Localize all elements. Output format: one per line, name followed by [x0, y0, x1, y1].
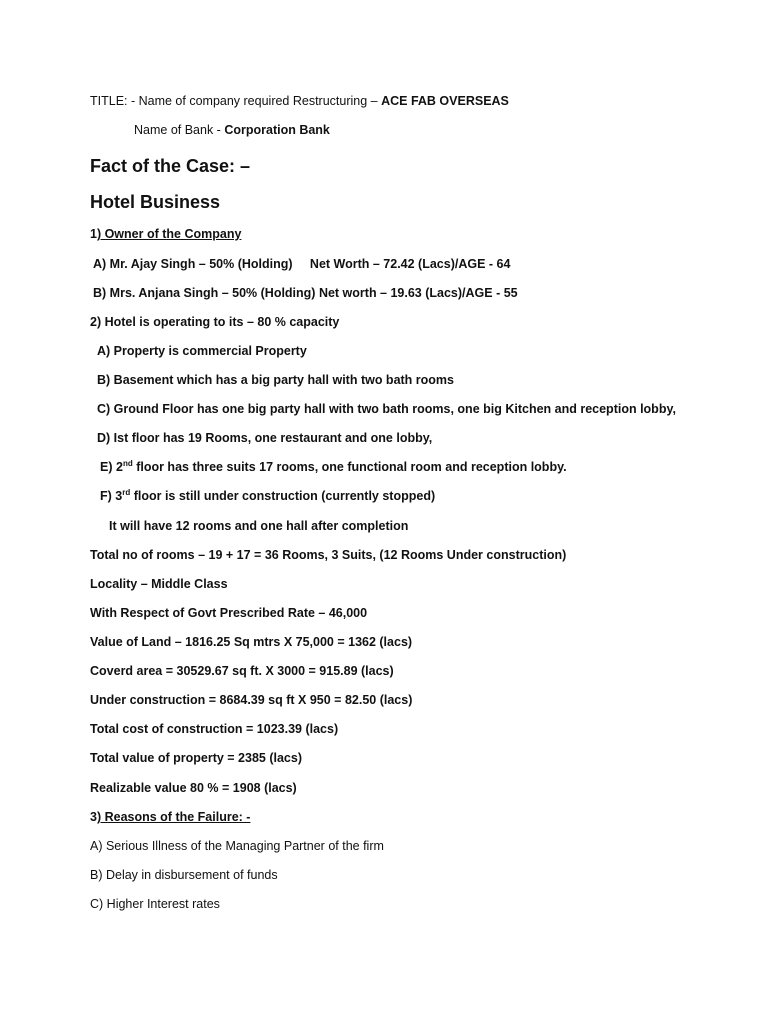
fact-covered-area: Coverd area = 30529.67 sq ft. X 3000 = 915.89 (lacs) — [90, 664, 394, 678]
section-failure-label: ) Reasons of the Failure: - — [96, 810, 251, 824]
section-owner-title — [90, 226, 241, 242]
section-hotel-title: 2) Hotel is operating to its – 80 % capacity — [90, 315, 340, 329]
hotel-item-c: C) Ground Floor has one big party hall with two bath rooms, one big Kitchen and reception lobby, — [97, 402, 676, 416]
fact-locality: Locality – Middle Class — [90, 577, 228, 591]
hotel-item-f-note: It will have 12 rooms and one hall after completion — [109, 519, 409, 533]
hotel-item-e-prefix: E) 2 — [100, 460, 123, 474]
hotel-item-f-superscript: rd — [122, 487, 131, 497]
hotel-item-a: A) Property is commercial Property — [97, 344, 307, 358]
title-prefix: TITLE: - Name of company required Restructuring – — [90, 94, 382, 108]
section-owner-label: ) Owner of the Company — [96, 227, 242, 241]
company-name: ACE FAB OVERSEAS — [381, 94, 509, 108]
fact-govt-rate: With Respect of Govt Prescribed Rate – 46,000 — [90, 606, 368, 620]
hotel-item-e-superscript: nd — [122, 458, 133, 468]
fact-total-construction-cost: Total cost of construction = 1023.39 (lacs) — [90, 722, 339, 736]
hotel-item-e — [100, 459, 567, 475]
hotel-item-b: B) Basement which has a big party hall with two bath rooms — [97, 373, 454, 387]
bank-line — [134, 122, 330, 138]
fact-under-construction: Under construction = 8684.39 sq ft X 950 = 82.50 (lacs) — [90, 693, 413, 707]
hotel-item-f-text: floor is still under construction (currently stopped) — [130, 489, 436, 503]
fact-land-value: Value of Land – 1816.25 Sq mtrs X 75,000 = 1362 (lacs) — [90, 635, 413, 649]
owner-item-b: B) Mrs. Anjana Singh – 50% (Holding) Net worth – 19.63 (Lacs)/AGE - 55 — [93, 286, 518, 300]
bank-prefix: Name of Bank - — [134, 123, 225, 137]
hotel-item-f-prefix: F) 3 — [100, 489, 123, 503]
heading-fact-of-case: Fact of the Case: – — [90, 156, 251, 176]
hotel-item-f — [100, 488, 435, 504]
fact-realizable-value: Realizable value 80 % = 1908 (lacs) — [90, 781, 297, 795]
owner-item-a: A) Mr. Ajay Singh – 50% (Holding) Net Worth – 72.42 (Lacs)/AGE - 64 — [93, 257, 511, 271]
failure-item-c: C) Higher Interest rates — [90, 897, 220, 911]
failure-item-b: B) Delay in disbursement of funds — [90, 868, 278, 882]
section-failure-title — [90, 809, 250, 825]
fact-total-property-value: Total value of property = 2385 (lacs) — [90, 751, 302, 765]
bank-name: Corporation Bank — [224, 123, 330, 137]
fact-total-rooms: Total no of rooms – 19 + 17 = 36 Rooms, 3 Suits, (12 Rooms Under construction) — [90, 548, 567, 562]
hotel-item-d: D) Ist floor has 19 Rooms, one restaurant and one lobby, — [97, 431, 433, 445]
failure-item-a: A) Serious Illness of the Managing Partner of the firm — [90, 839, 384, 853]
title-line — [90, 93, 509, 109]
hotel-item-e-text: floor has three suits 17 rooms, one functional room and reception lobby. — [132, 460, 567, 474]
section-failure-number: 3 — [90, 810, 97, 824]
heading-hotel-business: Hotel Business — [90, 192, 221, 212]
section-owner-number: 1 — [90, 227, 97, 241]
